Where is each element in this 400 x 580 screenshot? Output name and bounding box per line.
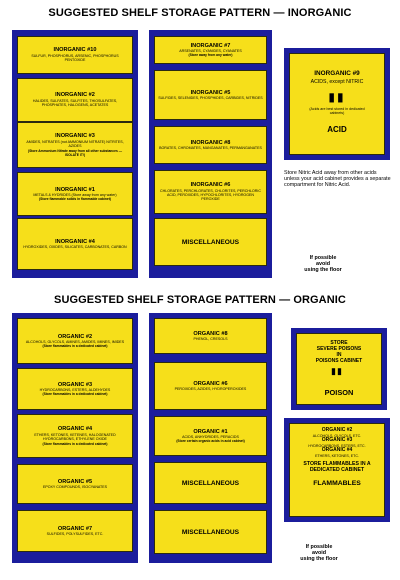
- organic-right-shelf-label: [154, 318, 267, 354]
- organic-left-shelf-label: [17, 464, 133, 504]
- label-description: ALCOHOLS, GLYCOLS, AMINES, AMIDES, IMINES, IMIDES: [25, 340, 125, 344]
- organic-right-shelf-label: [154, 362, 267, 410]
- inorganic-title: SUGGESTED SHELF STORAGE PATTERN — INORGANIC: [48, 7, 352, 19]
- label-description: HYDROCARBONS, ESTERS, ALDEHYDES: [39, 388, 111, 392]
- label-title: ORGANIC #4: [57, 426, 93, 433]
- inorganic-right-shelf-label: [154, 170, 267, 214]
- label-description: ARSENATES, CYANIDES, CYANATES: [179, 49, 242, 53]
- acid-cabinet-title: INORGANIC #9: [314, 70, 360, 77]
- organic-right-shelf-label: [154, 462, 267, 504]
- flammables-item-desc: ETHERS, KETONES, ETC.: [315, 453, 359, 458]
- label-title: INORGANIC #7: [190, 42, 231, 49]
- label-title: MISCELLANEOUS: [181, 238, 240, 246]
- label-description: EPOXY COMPOUNDS, ISOCYANATES: [42, 485, 108, 489]
- inorganic-right-shelf-label: [154, 126, 267, 164]
- label-title: INORGANIC #3: [55, 133, 95, 140]
- acid-cabinet-subtitle: ACIDS, except NITRIC: [310, 79, 364, 85]
- label-title: INORGANIC #2: [55, 92, 95, 99]
- inorganic-left-shelf-label: [17, 218, 133, 270]
- poison-cabinet-label: POISON: [324, 388, 354, 397]
- flammables-item-title: ORGANIC #3: [321, 437, 353, 443]
- label-title: MISCELLANEOUS: [181, 479, 240, 487]
- organic-floor-note: [284, 545, 354, 562]
- inorganic-right-shelf-label: [154, 70, 267, 120]
- label-title: INORGANIC #1: [55, 186, 95, 193]
- label-title: ORGANIC #8: [193, 330, 228, 337]
- label-title: INORGANIC #5: [190, 89, 231, 96]
- organic-title: SUGGESTED SHELF STORAGE PATTERN — ORGANIC: [54, 294, 346, 306]
- label-title: MISCELLANEOUS: [181, 528, 240, 536]
- label-note: (Store away from any water): [188, 53, 233, 58]
- organic-left-shelf-label: [17, 414, 133, 458]
- floor-note-line: avoid: [315, 260, 331, 267]
- label-title: ORGANIC #6: [193, 380, 228, 387]
- floor-note-line: using the floor: [300, 555, 338, 562]
- label-title: ORGANIC #3: [57, 381, 93, 388]
- label-description: AMIDES, NITRATES (not AMMONIUM NITRATE) NITRITES, AZIDES: [26, 139, 124, 149]
- inorganic-left-shelf-label: [17, 172, 133, 216]
- label-title: INORGANIC #4: [55, 238, 95, 245]
- flammables-cabinet-door: [289, 423, 385, 517]
- floor-note-line: using the floor: [304, 266, 342, 273]
- poison-cabinet-text: [297, 340, 381, 364]
- nitric-acid-note: Store Nitric Acid away from other acids unless your acid cabinet provides a separate compartment for Nitric Acid.: [284, 170, 391, 189]
- flammables-item-desc: HYDROCARBONS, ESTERS, ETC.: [308, 443, 366, 448]
- label-description: METALS & HYDRIDES (Store away from any water): [33, 193, 117, 197]
- acid-cabinet-door: [289, 53, 385, 155]
- poison-cabinet-door: [296, 333, 382, 405]
- poison-text-line: STORE: [330, 340, 348, 346]
- label-description: SULFUR, PHOSPHORUS, ARSENIC, PHOSPHORUS PENTOXIDE: [31, 53, 119, 63]
- acid-cabinet-label: ACID: [327, 125, 347, 134]
- flammables-item-title: ORGANIC #2: [321, 427, 353, 433]
- floor-note-line: If possible: [309, 255, 337, 261]
- flammables-item-title: ORGANIC #4: [321, 447, 353, 453]
- inorganic-right-shelf-label: [154, 218, 267, 266]
- label-description: SULFIDES, POLYSULFIDES, ETC.: [46, 532, 104, 536]
- cabinet-handles-icon: ▮▮: [331, 366, 343, 376]
- floor-note-line: avoid: [311, 549, 327, 556]
- label-description: BORATES, CHROMATES, MANGANATES, PERMANGANATES: [159, 146, 262, 150]
- label-title: INORGANIC #6: [190, 182, 231, 189]
- inorganic-left-shelf-label: [17, 122, 133, 168]
- label-description: PEROXIDES, AZIDES, HYDROPEROXIDES: [174, 387, 247, 391]
- label-note: (Store flammables in a dedicated cabinet): [42, 441, 108, 446]
- label-description: PHENOL, CRESOLS: [193, 337, 228, 341]
- label-description: HYDROXIDES, OXIDES, SILICATES, CARBONATES, CARBON: [23, 245, 127, 249]
- label-description: CHLORATES, PERCHLORATES, CHLORITES, PERCHLORIC ACID, PEROXIDES, HYPOCHLORITES, HYDROGEN PEROXIDE: [160, 188, 261, 202]
- label-note: (Store flammables in a dedicated cabinet): [42, 392, 108, 397]
- label-description: ETHERS, KETONES, KETENES, HALOGENATED HYDROCARBONS, ETHYLENE OXIDE: [34, 432, 116, 442]
- label-title: INORGANIC #8: [190, 139, 231, 146]
- poison-text-line: POISONS CABINET: [315, 358, 363, 364]
- label-title: ORGANIC #2: [57, 333, 93, 340]
- label-note: (Store flammables in a dedicated cabinet): [42, 344, 108, 349]
- organic-left-shelf-label: [17, 318, 133, 364]
- inorganic-left-shelf-label: [17, 36, 133, 74]
- label-description: HALIDES, SULFATES, SULFITES, THIOSULFATES, PHOSPHATES, HALOGENS, ACETATES: [32, 98, 118, 108]
- organic-left-shelf-label: [17, 510, 133, 552]
- organic-right-shelf-label: [154, 510, 267, 554]
- label-title: INORGANIC #10: [53, 47, 97, 54]
- flammables-item-desc: ALCOHOLS, GLYCOLS, ETC.: [312, 433, 362, 438]
- cabinet-handles-icon: ▮▮: [328, 90, 346, 104]
- organic-left-shelf-label: [17, 368, 133, 410]
- label-title: ORGANIC #1: [193, 428, 228, 435]
- organic-right-shelf-label: [154, 416, 267, 456]
- flammables-store-text: STORE FLAMMABLES IN A DEDICATED CABINET: [303, 461, 371, 473]
- label-note: (Store Ammonium Nitrate away from all other substances — ISOLATE IT!): [27, 148, 123, 157]
- poison-text-line: SEVERE POISONS: [316, 346, 362, 352]
- inorganic-floor-note: [288, 256, 358, 273]
- label-note: (Store certain organic acids in acid cabinet): [176, 439, 245, 444]
- label-description: ACIDS, ANHYDRIDES, PERACIDS: [182, 435, 239, 439]
- flammables-cabinet-label: FLAMMABLES: [313, 480, 361, 487]
- inorganic-right-shelf-label: [154, 36, 267, 64]
- inorganic-left-shelf-label: [17, 78, 133, 122]
- acid-cabinet-note: (Acids are best stored in dedicated cabinets): [309, 107, 365, 115]
- label-title: ORGANIC #7: [57, 525, 93, 532]
- label-note: (Store flammable solids in flammable cabinet): [39, 197, 111, 202]
- poison-text-line: IN: [336, 352, 342, 358]
- label-title: ORGANIC #5: [57, 478, 93, 485]
- label-description: SULFIDES, SELENIDES, PHOSPHIDES, CARBIDES, NITRIDES: [158, 96, 263, 100]
- floor-note-line: If possible: [305, 544, 333, 550]
